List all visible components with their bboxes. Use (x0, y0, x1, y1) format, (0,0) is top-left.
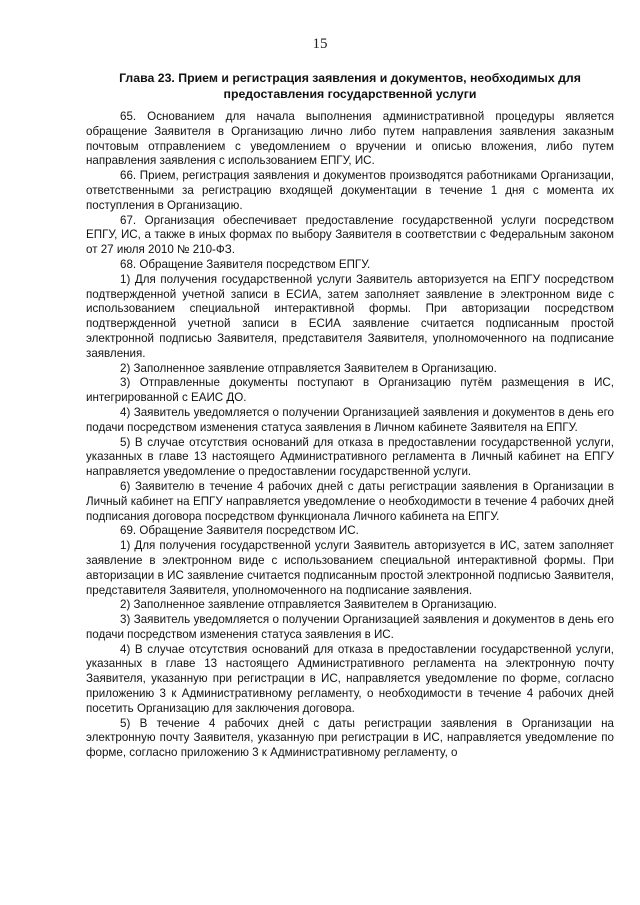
paragraph-68-item-5: 5) В случае отсутствия оснований для отказа в предоставлении государственной услуги, указанных в главе 13 настоящего Административного регламента в Личный кабинет на ЕПГУ направляется уведомление о предоставлении государственной услуги. (86, 435, 614, 479)
paragraph-69: 69. Обращение Заявителя посредством ИС. (120, 524, 359, 538)
document-body (86, 110, 614, 761)
page-number: 15 (312, 36, 328, 52)
paragraph-67: 67. Организация обеспечивает предоставление государственной услуги посредством ЕПГУ, ИС, а также в иных формах по выбору Заявителя в соответствии с Федеральным законом от 27 июля 2010 № 210-ФЗ. (86, 213, 614, 257)
paragraph-69-item-4: 4) В случае отсутствия оснований для отказа в предоставлении государственной услуги, указанных в главе 13 настоящего Административного регламента на электронную почту Заявителя, указанную при регистрации в ИС, направляется уведомление по форме, согласно приложению 3 к Административному регламенту, о необходимости в течение 4 рабочих дней посетить Организацию для заключения договора. (86, 642, 614, 715)
paragraph-68-item-1: 1) Для получения государственной услуги Заявитель авторизуется на ЕПГУ посредством подтвержденной учетной записи в ЕСИА, затем заполняет заявление в электронном виде с использованием специальной интерактивной формы. При авторизации посредством подтвержденной учетной записи в ЕСИА заявление считается подписанным простой электронной подписью Заявителя, представителя Заявителя, уполномоченного на подписание заявления. (86, 272, 614, 360)
chapter-title (100, 70, 600, 102)
chapter-title-line-1: Глава 23. Прием и регистрация заявления и документов, необходимых для (119, 71, 581, 85)
paragraph-66: 66. Прием, регистрация заявления и документов производятся работниками Организации, ответственными за регистрацию входящей документации в течение 1 дня с момента их поступления в Организацию. (86, 169, 614, 212)
paragraph-65: 65. Основанием для начала выполнения административной процедуры является обращение Заявителя в Организацию лично либо путем направления заявления заказным почтовым отправлением с уведомлением о вручении и описью вложения, либо путем направления заявления с использованием ЕПГУ, ИС. (86, 110, 614, 168)
paragraph-69-item-2: 2) Заполненное заявление отправляется Заявителем в Организацию. (120, 598, 497, 612)
chapter-title-line-2: предоставления государственной услуги (223, 87, 477, 101)
paragraph-69-item-5: 5) В течение 4 рабочих дней с даты регистрации заявления в Организации на электронную почту Заявителя, указанную при регистрации в ИС, направляется уведомление по форме, согласно приложению 3 к Административному регламенту, о (86, 716, 614, 760)
paragraph-69-item-3: 3) Заявитель уведомляется о получении Организацией заявления и документов в день его подачи посредством изменения статуса заявления в ИС. (86, 613, 614, 641)
paragraph-68-item-4: 4) Заявитель уведомляется о получении Организацией заявления и документов в день его подачи посредством изменения статуса заявления в Личном кабинете Заявителя на ЕПГУ. (86, 405, 614, 434)
paragraph-68-item-6: 6) Заявителю в течение 4 рабочих дней с даты регистрации заявления в Организации в Личный кабинет на ЕПГУ направляется уведомление о необходимости в течение 4 рабочих дней подписания договора посредством функционала Личного кабинета на ЕПГУ. (86, 479, 614, 523)
paragraph-68: 68. Обращение Заявителя посредством ЕПГУ. (120, 257, 371, 271)
paragraph-68-item-3: 3) Отправленные документы поступают в Организацию путём размещения в ИС, интегрированной с ЕАИС ДО. (86, 376, 614, 405)
paragraph-68-item-2: 2) Заполненное заявление отправляется Заявителем в Организацию. (120, 361, 497, 375)
paragraph-69-item-1: 1) Для получения государственной услуги Заявитель авторизуется в ИС, затем заполняет заявление в электронном виде с использованием специальной интерактивной формы. При авторизации в ИС заявление считается подписанным простой электронной подписью Заявителя, представителя Заявителя, уполномоченного на подписание заявления. (86, 539, 614, 597)
